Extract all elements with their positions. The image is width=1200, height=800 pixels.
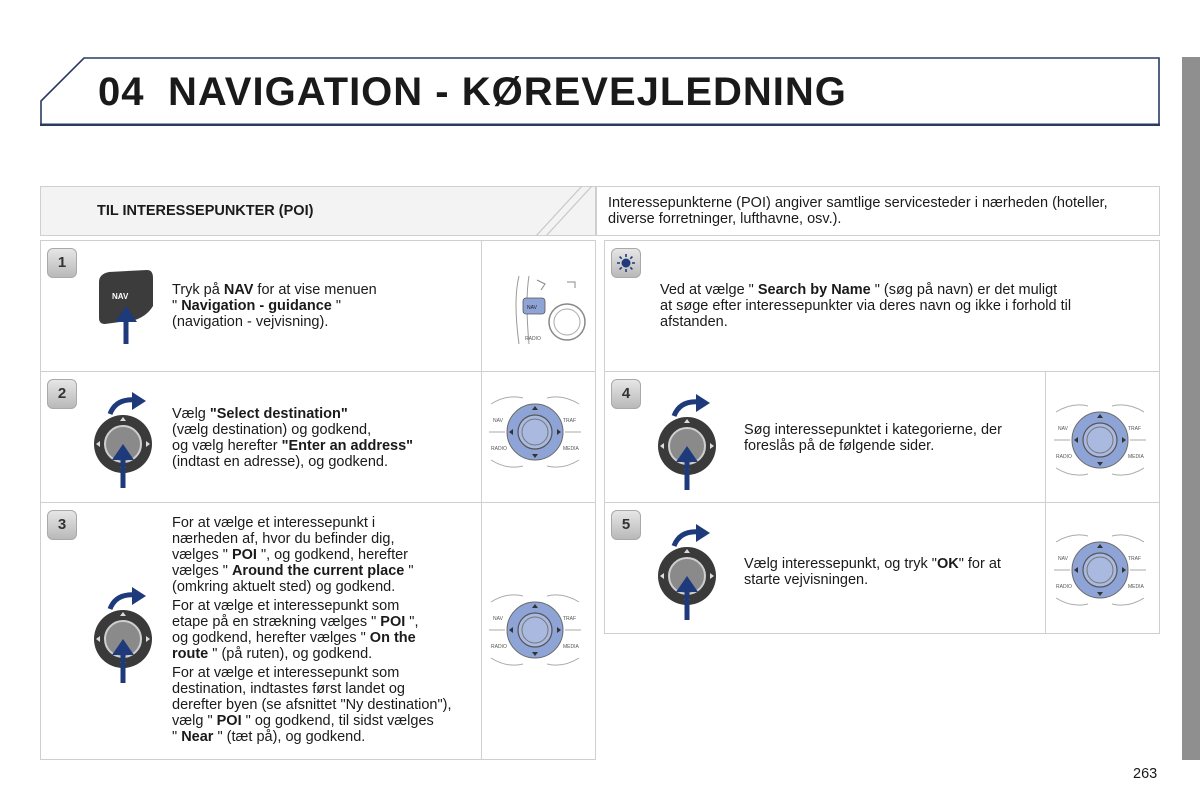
joystick-rotate-press-icon [90, 585, 160, 690]
control-dial-diagram [1052, 530, 1148, 615]
text-line: (vælg destination) og godkend, [172, 422, 372, 438]
step-number-badge: 5 [611, 510, 641, 540]
text-line: Tryk på NAV for at vise menuen [172, 282, 377, 298]
text-line: (navigation - vejvisning). [172, 314, 329, 330]
text-line: starte vejvisningen. [744, 572, 869, 588]
svg-text:NAV: NAV [493, 616, 503, 622]
paragraph [172, 665, 472, 745]
step-2-text [172, 406, 452, 470]
svg-text:MEDIA: MEDIA [1128, 584, 1144, 590]
console-nav-button-icon [505, 270, 590, 350]
svg-text:RADIO: RADIO [1056, 584, 1072, 590]
text-line: " Near " (tæt på), og godkend. [172, 729, 366, 745]
text-line: nærheden af, hvor du befinder dig, [172, 531, 395, 547]
text-line: Ved at vælge " Search by Name " (søg på navn) er det muligt [660, 282, 1058, 298]
text-line: vælg " POI " og godkend, til sidst vælges [172, 713, 434, 729]
control-dial-diagram [1052, 400, 1148, 485]
text-line: vælges " POI ", og godkend, herefter [172, 547, 408, 563]
control-dial-diagram [487, 392, 583, 477]
tip-text [660, 282, 1130, 330]
text-line: Vælg interessepunkt, og tryk "OK" for at [744, 556, 1001, 572]
step-3-text [172, 515, 472, 745]
tip-icon [611, 248, 641, 278]
svg-text:RADIO: RADIO [491, 644, 507, 650]
side-tab [1182, 57, 1200, 760]
svg-text:RADIO: RADIO [1056, 454, 1072, 460]
text-line: foreslås på de følgende sider. [744, 438, 935, 454]
step-1-text [172, 282, 442, 330]
joystick-rotate-press-icon [90, 390, 160, 495]
step-number-badge: 4 [611, 379, 641, 409]
chapter-number: 04 [98, 70, 145, 114]
text-line: og vælg herefter "Enter an address" [172, 438, 414, 454]
text-line: Vælg "Select destination" [172, 406, 348, 422]
joystick-rotate-press-icon [654, 522, 724, 627]
svg-text:NAV: NAV [493, 418, 503, 424]
text-line: (indtast en adresse), og godkend. [172, 454, 389, 470]
text-line: at søge efter interessepunkter via deres navn og ikke i forhold til [660, 298, 1072, 314]
svg-text:TRAF: TRAF [1128, 556, 1142, 562]
chapter-title: NAVIGATION - KØREVEJLEDNING [168, 70, 847, 114]
step-number-badge: 2 [47, 379, 77, 409]
control-dial-diagram [487, 590, 583, 675]
section-heading: TIL INTERESSEPUNKTER (POI) [97, 203, 314, 219]
page-number: 263 [1133, 766, 1158, 782]
text-line: derefter byen (se afsnittet "Ny destination"), [172, 697, 452, 713]
text-line: For at vælge et interessepunkt som [172, 598, 400, 614]
svg-text:TRAF: TRAF [563, 418, 577, 424]
nav-button-press-icon [95, 266, 157, 346]
text-line: vælges " Around the current place " [172, 563, 414, 579]
paragraph [172, 515, 472, 595]
text-line: etape på en strækning vælges " POI ", [172, 614, 419, 630]
text-line: afstanden. [660, 314, 728, 330]
text-line: (omkring aktuelt sted) og godkend. [172, 579, 396, 595]
section-intro: Interessepunkterne (POI) angiver samtlige servicesteder i nærheden (hoteller, diverse forretninger, lufthavne, osv.). [608, 195, 1108, 227]
text-line: route " (på ruten), og godkend. [172, 646, 373, 662]
svg-text:RADIO: RADIO [491, 446, 507, 452]
svg-text:TRAF: TRAF [563, 616, 577, 622]
text-line: For at vælge et interessepunkt i [172, 515, 376, 531]
step-4-text [744, 422, 1044, 454]
text-line: " Navigation - guidance " [172, 298, 342, 314]
svg-text:MEDIA: MEDIA [1128, 454, 1144, 460]
heading-divider-slash [536, 186, 596, 236]
step-number-badge: 1 [47, 248, 77, 278]
text-line: destination, indtastes først landet og [172, 681, 405, 697]
svg-text:MEDIA: MEDIA [563, 644, 579, 650]
step-number-badge: 3 [47, 510, 77, 540]
paragraph [172, 598, 472, 662]
svg-text:MEDIA: MEDIA [563, 446, 579, 452]
diagram-label-radio: RADIO [525, 336, 541, 342]
svg-text:TRAF: TRAF [1128, 426, 1142, 432]
svg-text:NAV: NAV [1058, 556, 1068, 562]
text-line: For at vælge et interessepunkt som [172, 665, 400, 681]
svg-text:NAV: NAV [112, 292, 129, 301]
diagram-label-nav: NAV [527, 305, 537, 311]
joystick-rotate-press-icon [654, 392, 724, 497]
step-5-text [744, 556, 1044, 588]
text-line: Søg interessepunktet i kategorierne, der [744, 422, 1002, 438]
text-line: og godkend, herefter vælges " On the [172, 630, 416, 646]
svg-text:NAV: NAV [1058, 426, 1068, 432]
